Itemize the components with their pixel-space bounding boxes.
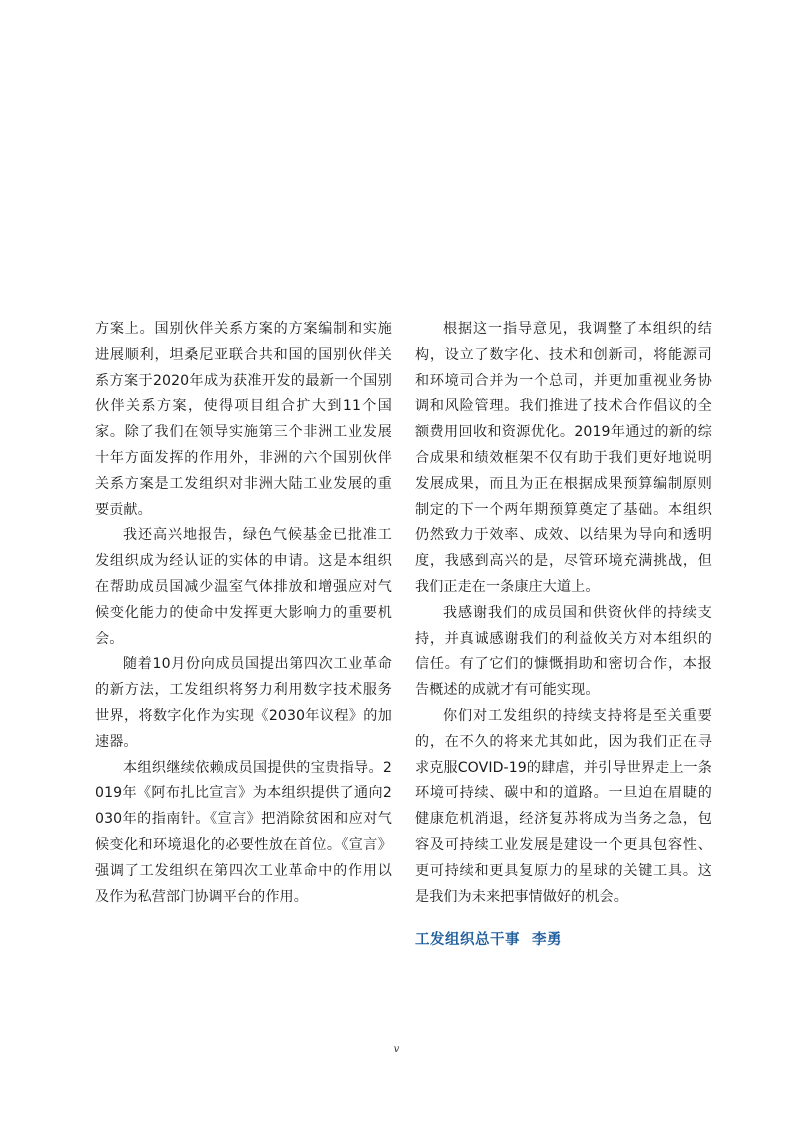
signature [415, 928, 562, 949]
paragraph-right-2: 我感谢我们的成员国和供资伙伴的持续支持，并真诚感谢我们的利益攸关方对本组织的信任。有了它们的慷慨捐助和密切合作，本报告概述的成就才有可能实现。 [415, 604, 712, 699]
left-column [95, 317, 392, 910]
paragraph-left-1: 方案上。国别伙伴关系方案的方案编制和实施进展顺利，坦桑尼亚联合共和国的国别伙伴关系方案于2020年成为获准开发的最新一个国别伙伴关系方案，使得项目组合扩大到11个国家。除了我们在领导实施第三个非洲工业发展十年方面发挥的作用外，非洲的六个国别伙伴关系方案是工发组织对非洲大陆工业发展的重要贡献。 [95, 321, 392, 518]
paragraph-left-3: 随着10月份向成员国提出第四次工业革命的新方法，工发组织将努力利用数字技术服务世界，将数字化作为实现《2030年议程》的加速器。 [95, 656, 392, 750]
paragraph-left-2: 我还高兴地报告，绿色气候基金已批准工发组织成为经认证的实体的申请。这是本组织在帮助成员国减少温室气体排放和增强应对气候变化能力的使命中发挥更大影响力的重要机会。 [95, 527, 392, 647]
paragraph-right-1: 根据这一指导意见，我调整了本组织的结构，设立了数字化、技术和创新司，将能源司和环境司合并为一个总司，并更加重视业务协调和风险管理。我们推进了技术合作倡议的全额费用回收和资源优化。2019年通过的新的综合成果和绩效框架不仅有助于我们更好地说明发展成果，而且为正在根据成果预算编制原则制定的下一个两年期预算奠定了基础。本组织仍然致力于效率、成效、以结果为导向和透明度，我感到高兴的是，尽管环境充满挑战，但我们正走在一条康庄大道上。 [415, 321, 712, 595]
paragraph-left-4: 本组织继续依赖成员国提供的宝贵指导。2019年《阿布扎比宣言》为本组织提供了通向2030年的指南针。《宣言》把消除贫困和应对气候变化和环境退化的必要性放在首位。《宣言》强调了工发组织在第四次工业革命中的作用以及作为私营部门协调平台的作用。 [95, 759, 392, 905]
signature-title: 工发组织总干事 [415, 932, 520, 948]
right-column [415, 317, 712, 910]
signature-name: 李勇 [532, 932, 562, 948]
paragraph-right-3: 你们对工发组织的持续支持将是至关重要的，在不久的将来尤其如此，因为我们正在寻求克服COVID-19的肆虐，并引导世界走上一条环境可持续、碳中和的道路。一旦迫在眉睫的健康危机消退，经济复苏将成为当务之急，包容及可持续工业发展是建设一个更具包容性、更可持续和更具复原力的星球的关键工具。这是我们为未来把事情做好的机会。 [415, 707, 712, 905]
page-number: v [393, 1044, 400, 1055]
